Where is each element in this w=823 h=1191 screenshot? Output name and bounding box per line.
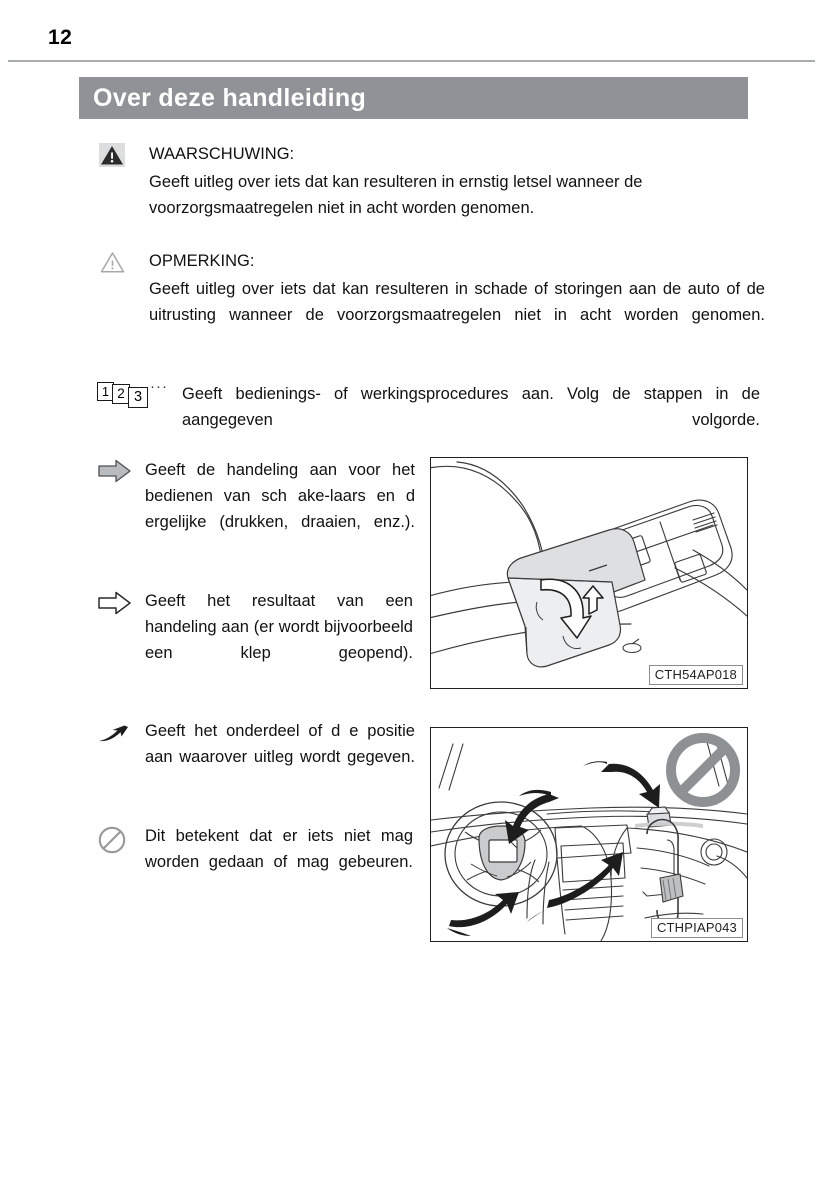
header-divider [8, 60, 815, 62]
warning-triangle-filled-icon [99, 143, 125, 167]
arrow-solid-right-icon [97, 458, 132, 484]
action-body: Geeft de handeling aan voor het bedienen van sch ake-laars en d ergelijke (drukken, draaien, enz.). [145, 461, 415, 531]
overhead-console-illustration [431, 458, 747, 688]
warning-heading: WAARSCHUWING: [149, 145, 295, 163]
numbered-steps-icon [97, 378, 177, 410]
result-body: Geeft het resultaat van een handeling aan (er wordt bijvoorbeeld een klep geopend). [145, 592, 413, 662]
page-title: Over deze handleiding [93, 84, 367, 112]
figure-code: CTHPIAP043 [651, 918, 743, 938]
section-header-bar [79, 77, 748, 119]
prohibition-body: Dit betekent dat er iets niet mag worden gedaan of mag gebeuren. [145, 827, 413, 871]
arrow-outline-right-icon [97, 590, 132, 616]
step-box-3: 3 [128, 387, 148, 408]
figure-dashboard [430, 727, 748, 942]
notice-heading: OPMERKING: [149, 252, 255, 270]
notice-triangle-outline-icon [99, 250, 126, 275]
prohibition-circle-icon [97, 825, 127, 855]
figure-overhead-console [430, 457, 748, 689]
page-number: 12 [48, 26, 73, 49]
swept-pointer-arrow-icon [97, 722, 132, 744]
dashboard-illustration [431, 728, 747, 941]
step-box-1: 1 [97, 382, 114, 401]
step-ellipsis-icon: ··· [150, 378, 168, 395]
notice-body: Geeft uitleg over iets dat kan resulteren in schade of storingen aan de auto of de uitrusting wanneer de voorzorgsmaatregelen niet in acht worden genomen. [149, 280, 765, 324]
step-box-2: 2 [112, 384, 130, 404]
pointer-body: Geeft het onderdeel of d e positie aan waarover uitleg wordt gegeven. [145, 722, 415, 766]
warning-body: Geeft uitleg over iets dat kan resulteren in ernstig letsel wanneer de voorzorgsmaatregelen niet in acht worden genomen. [149, 173, 643, 217]
figure-code: CTH54AP018 [649, 665, 743, 685]
steps-body: Geeft bedienings- of werkingsprocedures aan. Volg de stappen in de aangegeven volgorde. [182, 385, 760, 429]
